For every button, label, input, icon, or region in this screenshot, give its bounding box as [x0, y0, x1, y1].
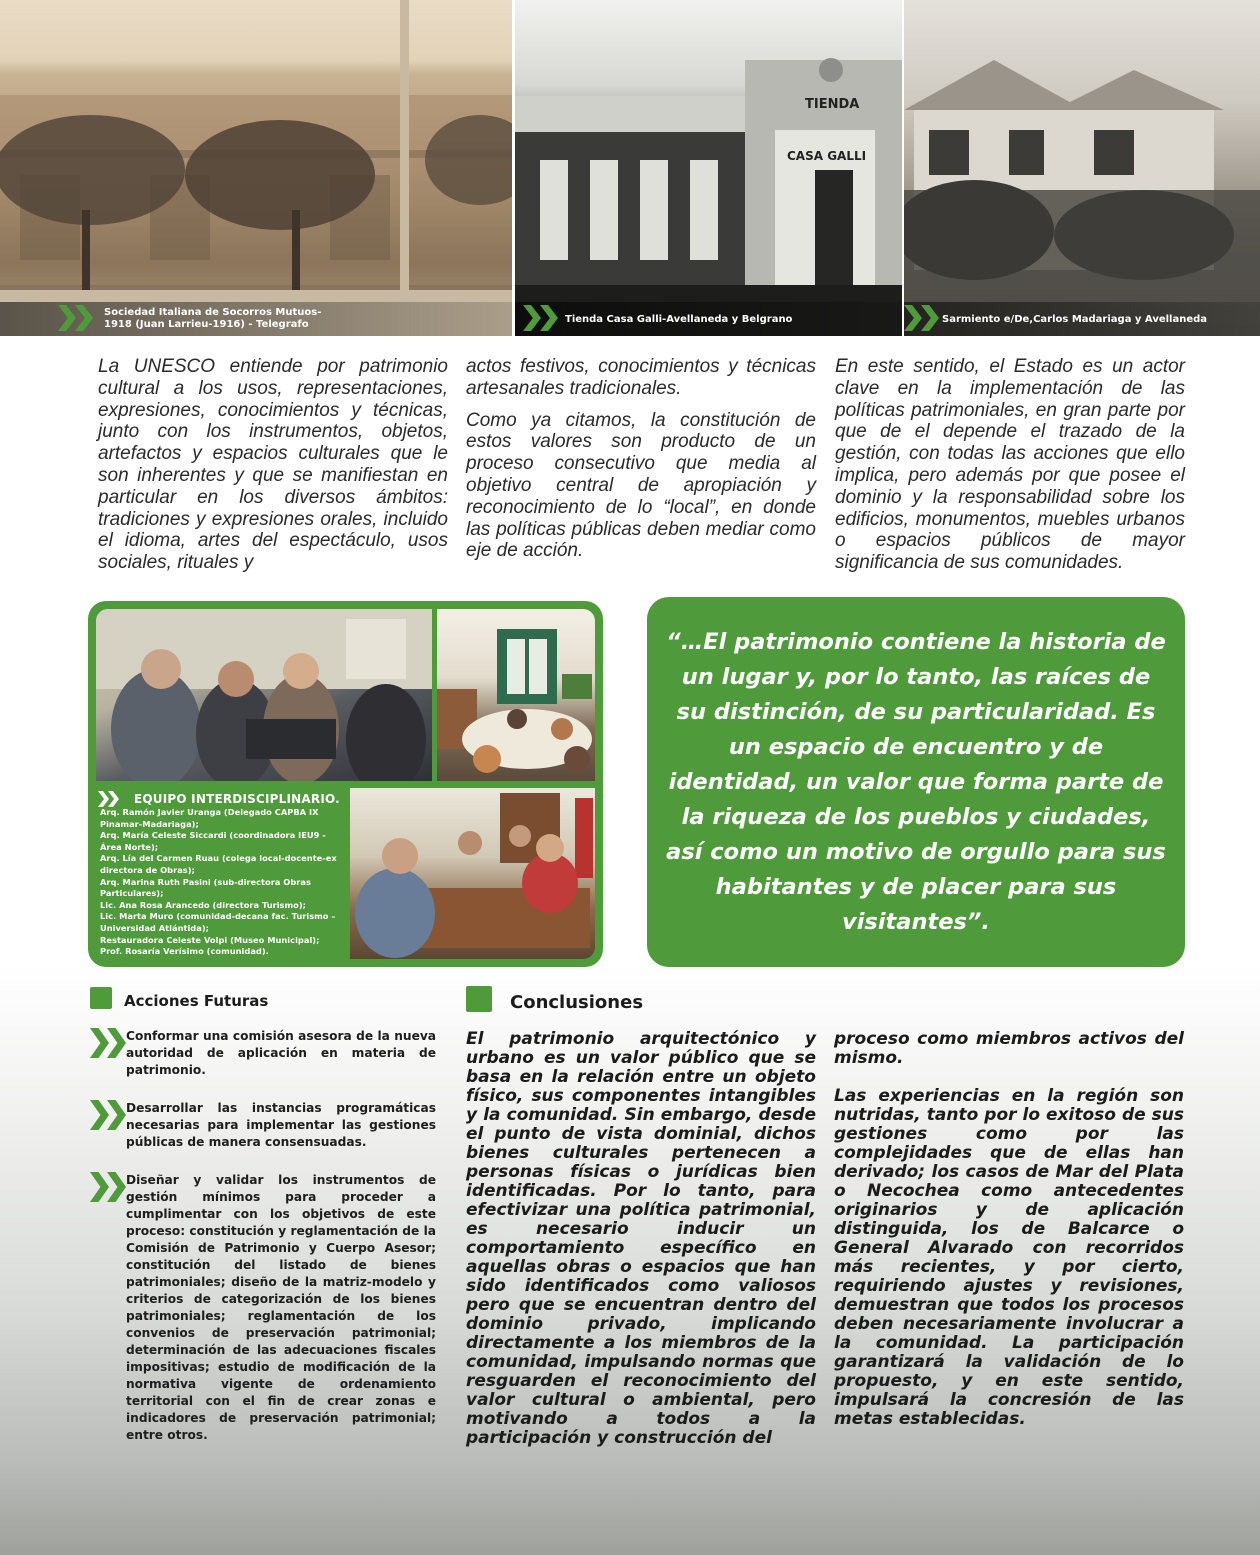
double-chevron-icon — [523, 305, 563, 333]
intro-paragraph: En este sentido, el Estado es un actor clave en la implementación de las políticas patrimoniales, en gran parte por que de el depende el trazado de la gestión, con todas las acciones que ello implica, pero además por que posee el dominio y la responsabilidad sobre los edificios, monumentos, muebles urbanos o espacios públicos de mayor significancia de sus comunidades. — [835, 356, 1185, 574]
photo-caption-text: Sarmiento e/De,Carlos Madariaga y Avellaneda — [942, 313, 1208, 325]
double-chevron-icon — [90, 1028, 128, 1058]
double-chevron-icon — [904, 305, 944, 333]
action-item — [90, 1100, 436, 1151]
intro-paragraph: actos festivos, conocimientos y técnicas artesanales tradicionales. — [466, 356, 816, 399]
action-item-text: Desarrollar las instancias programáticas necesarias para implementar las gestiones públicas de manera consensuadas. — [126, 1101, 436, 1149]
photo-caption-text: Tienda Casa Galli-Avellaneda y Belgrano — [565, 313, 793, 325]
action-item-text: Conformar una comisión asesora de la nueva autoridad de aplicación en materia de patrimonio. — [126, 1029, 436, 1077]
team-member: Prof. Rosaría Verísimo (comunidad). — [100, 946, 269, 957]
photo-casa-galli-caption — [515, 302, 902, 336]
team-member: Lic. Marta Muro (comunidad-decana fac. Turismo – Universidad Atlántida); — [100, 911, 336, 933]
team-member: Restauradora Celeste Volpi (Museo Municipal); — [100, 934, 320, 945]
acciones-futuras-title: Acciones Futuras — [124, 992, 269, 1010]
photo-italian-society — [0, 0, 512, 336]
conclusiones-paragraph: Las experiencias en la región son nutridas, tanto por lo exitoso de sus gestiones como por las complejidades que de ellas han derivado; los casos de Mar del Plata o Necochea como antecedentes originarios y de aplicación distinguida, los de Balcarce o General Alvarado con recorridos más recientes, y por cierto, requiriendo ajustes y revisiones, demuestran que todos los procesos deben necesariamente involucrar a la comunidad. La participación garantizará la validación de lo propuesto, y en este sentido, impulsará la concresión de las metas establecidas. — [834, 1086, 1184, 1429]
workshop-room-photo-image — [437, 609, 595, 781]
team-member-list — [100, 807, 346, 958]
photo-madariaga-house-caption — [904, 302, 1260, 336]
photo-casa-galli-image — [515, 0, 902, 336]
intro-column-3 — [835, 356, 1185, 584]
quote-box — [647, 597, 1185, 967]
intro-paragraph: Como ya citamos, la constitución de estos valores son producto de un proceso consecutivo que media al objetivo central de apropiación y reconocimiento de lo “local”, en donde las políticas públicas deben mediar como eje de acción. — [466, 409, 816, 562]
intro-paragraph: La UNESCO entiende por patrimonio cultural a los usos, representaciones, expresiones, conocimientos y técnicas, junto con los instrumentos, objetos, artefactos y espacios culturales que le son inherentes y que se manifiestan en particular en los diversos ámbitos: tradiciones y expresiones orales, incluido el idioma, artes del espectáculo, usos sociales, rituales y — [98, 356, 448, 574]
team-member: Arq. Marina Ruth Pasini (sub-directora Obras Particulares); — [100, 876, 311, 899]
photo-caption-text: Sociedad Italiana de Socorros Mutuos-1918 (Juan Larrieu-1916) - Telegrafo — [104, 307, 322, 330]
action-item — [90, 1028, 436, 1079]
section-marker-square-icon — [90, 987, 112, 1009]
double-chevron-icon — [90, 1172, 128, 1202]
photo-madariaga-house-image — [904, 0, 1260, 336]
conclusiones-paragraph: proceso como miembros activos del mismo. — [834, 1029, 1184, 1068]
team-member: Arq. Ramón Javier Uranga (Delegado CAPBA IX Pinamar-Madariaga); — [100, 807, 319, 829]
workshop-room-photo — [437, 609, 595, 781]
team-title-text: EQUIPO INTERDISCIPLINARIO. — [134, 792, 340, 806]
photo-sign-tienda: TIENDA — [805, 97, 860, 112]
team-member: Lic. Ana Rosa Arancedo (directora Turismo); — [100, 899, 306, 910]
quote-text: “…El patrimonio contiene la historia de un lugar y, por lo tanto, las raíces de su distinción, de su particularidad. Es un espacio de encuentro y de identidad, un valor que forma parte de la riqueza de los pueblos y ciudades, así como un motivo de orgullo para sus habitantes y de placer para sus visitantes”. — [666, 628, 1166, 935]
action-item — [90, 1172, 436, 1444]
team-table-photo — [350, 788, 595, 959]
photo-italian-society-image — [0, 0, 512, 336]
conclusiones-column-2 — [834, 1030, 1184, 1448]
team-title — [98, 791, 340, 807]
photo-sign-casa-galli: CASA GALLI — [787, 149, 867, 163]
conclusiones-title: Conclusiones — [510, 992, 644, 1013]
double-chevron-icon — [98, 791, 128, 807]
photo-italian-society-caption — [0, 302, 512, 336]
team-box — [88, 601, 603, 967]
photo-madariaga-house — [904, 0, 1260, 336]
double-chevron-icon — [90, 1100, 128, 1130]
team-member: Arq. María Celeste Siccardi (coordinadora IEU9 - Área Norte); — [100, 830, 326, 852]
team-table-photo-image — [350, 788, 595, 959]
conclusiones-column-1 — [466, 1030, 816, 1467]
team-member: Arq. Lía del Carmen Ruau (colega local-docente-ex directora de Obras); — [100, 853, 337, 875]
photo-casa-galli — [515, 0, 902, 336]
team-meeting-photo — [96, 609, 432, 781]
intro-column-2 — [466, 356, 816, 572]
conclusiones-paragraph: El patrimonio arquitectónico y urbano es un valor público que se basa en la relación entre un objeto físico, sus componentes intangibles y la comunidad. Sin embargo, desde el punto de vista dominial, dichos bienes culturales pertenecen a personas físicas o jurídicas bien identificadas. Por lo tanto, para efectivizar una política patrimonial, es necesario inducir un comportamiento específico en aquellas obras o espacios que han sido identificados como valiosos pero que se encuentran dentro del dominio privado, implicando directamente a los miembros de la comunidad, impulsando normas que resguarden el reconocimiento del valor cultural o ambiental, pero motivando a todos a la participación y construcción del — [466, 1029, 816, 1448]
section-marker-square-icon — [466, 986, 492, 1012]
double-chevron-icon — [58, 305, 98, 333]
intro-column-1 — [98, 356, 448, 584]
team-meeting-photo-image — [96, 609, 432, 781]
action-item-text: Diseñar y validar los instrumentos de gestión mínimos para proceder a cumplimentar con los objetivos de este proceso: constitución y reglamentación de la Comisión de Patrimonio y Cuerpo Asesor; constitución del listado de bienes patrimoniales; diseño de la matriz-modelo y criterios de categorización de los bienes patrimoniales; reglamentación de los convenios de preservación patrimonial; determinación de las adecuaciones fiscales impositivas; estudio de modificación de la normativa vigente de ordenamiento territorial con el fin de crear zonas e indicadores de preservación patrimonial; entre otros. — [126, 1173, 436, 1442]
